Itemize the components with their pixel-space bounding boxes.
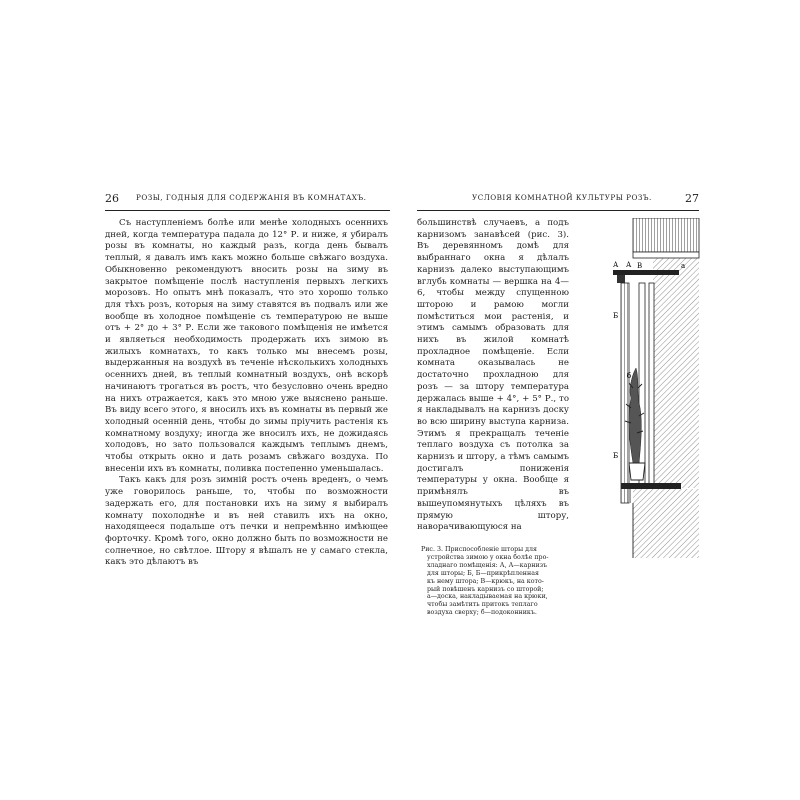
wall (653, 258, 699, 488)
caption-line: чтобы замѣтить притокъ теплаго (427, 601, 538, 609)
figure-caption (417, 546, 569, 617)
shade (621, 283, 632, 503)
right-page (417, 190, 699, 617)
caption-line: а—доска, накладываемая на крюки, (427, 593, 548, 601)
figure-label-b1: Б (613, 312, 619, 320)
right-text-column (417, 218, 569, 617)
caption-line: къ нему штора; В—крюкъ, на кото- (427, 577, 544, 585)
caption-line: хладнаго помѣщенія: А, А—карнизъ (427, 561, 548, 569)
caption-line: для шторы; Б, Б—прикрѣпленная (427, 569, 539, 577)
figure-label-a1: А (613, 261, 619, 269)
window-shade-figure (573, 218, 703, 558)
caption-line: воздуха сверху; б—подоконникъ. (427, 609, 537, 617)
caption-line: устройства зимою у окна болѣе про- (427, 553, 549, 561)
caption-line: Рис. 3. Приспособленіе шторы для (421, 545, 538, 553)
right-page-header (417, 190, 699, 211)
right-page-number: 27 (685, 192, 699, 205)
left-paragraph-1: Съ наступленіемъ болѣе или менѣе холодныхъ осеннихъ дней, когда температура падала до 12° Р. и ниже, я убиралъ розы въ комнаты, но каждый разъ, когда день бывалъ теплый, я давалъ имъ какъ можно больше свѣжаго воздуха. Обыкновенно рекомендуютъ вносить розы на зиму въ закрытое помѣщеніе послѣ наступленія первыхъ легкихъ морозовъ. Но опытъ мнѣ показалъ, что это хорошо только для тѣхъ розъ, которыя на зиму ставятся въ подвалъ или же вообще въ холодное помѣщеніе съ температурою не выше отъ + 2° до + 3° Р. Если же такового помѣщенія не имѣется и являеться необходимость продержать ихъ зимою въ жилыхъ комнатахъ, то какъ только мы внесемъ розы, выдержанныя на воздухѣ въ теченіе нѣсколькихъ холодныхъ осеннихъ дней, въ теплый комнатный воздухъ, онѣ вскорѣ начинаютъ трогаться въ ростъ, что безусловно очень вредно на нихъ отражается, какъ это мною уже выяснено раньше. Въ виду всего этого, я вносилъ ихъ въ комнаты въ первый же холодный осенній день, чтобы до зимы пріучить растенія къ комнатному воздуху; иногда же вносилъ ихъ, не дожидаясь холодовъ, но зато пользовался каждымъ теплымъ днемъ, чтобы открыть окно и дать розамъ свѣжаго воздуха. По внесеніи ихъ въ комнаты, поливка постепенно уменьшалась. (105, 218, 388, 474)
left-page-header (105, 190, 390, 211)
caption-line: рый повѣшенъ карнизъ со шторой; (427, 585, 544, 593)
windowsill (621, 483, 681, 489)
left-page-text (105, 218, 388, 569)
flower-pot (629, 463, 645, 480)
ceiling-cornice (633, 218, 699, 252)
left-page (105, 190, 390, 610)
figure-label-a2: А (626, 261, 632, 269)
board-a (613, 270, 679, 275)
right-paragraph: большинствѣ случаевъ, а подъ карнизомъ занавѣсей (рис. 3). Въ деревянномъ домѣ для выбраннаго окна я дѣлалъ карнизъ далеко выступающимъ вглубь комнаты — вершка на 4—6, чтобы между спущенною шторою и рамою могли помѣститься мои растенія, и этимъ самымъ образовать для нихъ въ жилой комнатѣ прохладное помѣщеніе. Если комната оказывалась не достаточно прохладною для розъ — за штору температура держалась выше + 4°, + 5° Р., то я накладывалъ на карнизъ доску во всю ширину выступа карниза. Этимъ я прекращалъ теченіе теплаго воздуха съ потолка за карнизъ и штору, а тѣмъ самымъ достигалъ пониженія температуры у окна. Вообще я примѣнялъ въ вышеупомянутыхъ цѣляхъ въ прямую штору, наворачивающуюся на (417, 218, 569, 533)
right-running-head: УСЛОВІЯ КОМНАТНОЙ КУЛЬТУРЫ РОЗЪ. (472, 193, 652, 202)
left-page-number: 26 (105, 192, 119, 205)
figure-label-a-small: а (681, 262, 686, 270)
left-running-head: РОЗЫ, ГОДНЫЯ ДЛЯ СОДЕРЖАНІЯ ВЪ КОМНАТАХЪ. (136, 193, 367, 202)
left-paragraph-2: Такъ какъ для розъ зимній ростъ очень вреденъ, о чемъ уже говорилось раньше, то, чтобы по возможности задержать его, для постановки ихъ на зиму я выбиралъ комнату похолоднѣе и въ ней ставилъ ихъ на окно, находящееся подальше отъ печки и непремѣнно имѣющее форточку. Кромѣ того, окно должно быть по возможности не солнечное, но свѣтлое. Штору я вѣшалъ не у самаго стекла, какъ это дѣлаютъ въ (105, 475, 388, 568)
figure-label-b-small: б (627, 372, 632, 380)
figure-label-v: В (637, 262, 643, 270)
figure-label-b2: Б (613, 452, 619, 460)
